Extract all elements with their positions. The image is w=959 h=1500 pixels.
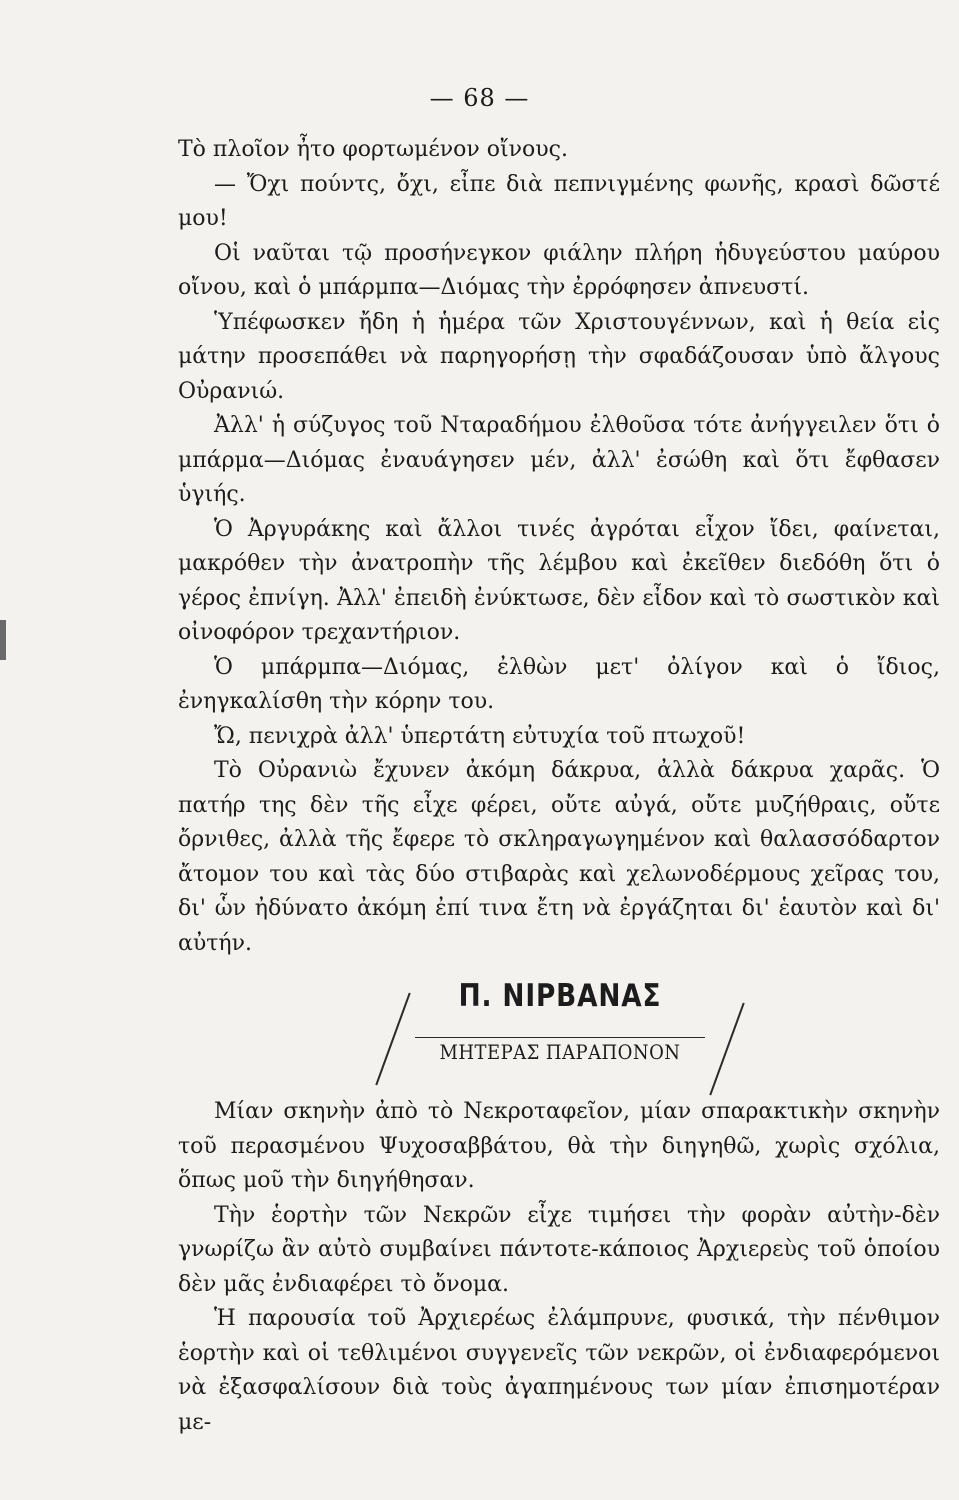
paragraph: Μίαν σκηνὴν ἀπὸ τὸ Νεκροταφεῖον, μίαν σπαρακτικὴν σκηνὴν τοῦ περασμένου Ψυχοσαββάτου, θὰ τὴν διηγηθῶ, χωρὶς σχόλια, ὅπως μοῦ τὴν διηγήθησαν. [178,1099,940,1193]
paragraph: — Ὄχι πούντς, ὄχι, εἶπε διὰ πεπνιγμένης φωνῆς, κρασὶ δῶστέ μου! [178,171,940,231]
story-text-bottom [178,1095,940,1440]
author-name: Π. ΝΙΡΒΑΝΑΣ [458,978,662,1014]
article-title: ΜΗΤΕΡΑΣ ΠΑΡΑΠΟΝΟΝ [439,1040,681,1064]
paragraph: Ἡ παρουσία τοῦ Ἀρχιερέως ἐλάμπρυνε, φυσικά, τὴν πένθιμον ἑορτὴν καὶ οἱ τεθλιμένοι συγγενεῖς τῶν νεκρῶν, οἱ ἐνδιαφερόμενοι νὰ ἐξασφαλίσουν διὰ τοὺς ἀγαπημένους των μίαν ἐπισημοτέραν με- [178,1306,940,1435]
binding-mark [0,620,6,660]
paragraph: Ὁ Ἀργυράκης καὶ ἄλλοι τινές ἀγρόται εἶχον ἴδει, φαίνεται, μακρόθεν τὴν ἀνατροπὴν τῆς λέμβου καὶ ἐκεῖθεν διεδόθη ὅτι ὁ γέρος ἐπνίγη. Ἀλλ' ἐπειδὴ ἐνύκτωσε, δὲν εἶδον καὶ τὸ σωστικὸν καὶ οἰνοφόρον τρεχαντήριον. [178,516,940,645]
paragraph: Οἱ ναῦται τῷ προσήνεγκον φιάλην πλήρη ἡδυγεύστου μαύρου οἴνου, καὶ ὁ μπάρμπα—Διόμας τὴν ἐρρόφησεν ἀπνευστί. [178,240,940,300]
paragraph: Ὑπέφωσκεν ἤδη ἡ ἡμέρα τῶν Χριστουγέννων, καὶ ἡ θεία εἰς μάτην προσεπάθει νὰ παρηγορήσῃ τὴν σφαδάζουσαν ὑπὸ ἄλγους Οὐρανιώ. [178,309,940,404]
page-number: — 68 — [429,84,530,112]
paragraph: Τὸ πλοῖον ἦτο φορτωμένον οἴνους. [178,137,568,162]
article-heading [380,978,740,1078]
paragraph: Τὴν ἑορτὴν τῶν Νεκρῶν εἶχε τιμήσει τὴν φορὰν αὐτὴν-δὲν γνωρίζω ἂν αὐτὸ συμβαίνει πάντοτε-κάποιος Ἀρχιερεὺς τοῦ ὁποίου δὲν μᾶς ἐνδιαφέρει τὸ ὄνομα. [178,1202,940,1297]
heading-rule [415,1037,705,1038]
paragraph: Τὸ Οὐρανιὼ ἔχυνεν ἀκόμη δάκρυα, ἀλλὰ δάκρυα χαρᾶς. Ὁ πατήρ της δὲν τῆς εἶχε φέρει, οὔτε αὐγά, οὔτε μυζήθραις, οὔτε ὄρνιθες, ἀλλὰ τῆς ἔφερε τὸ σκληραγωγημένον καὶ θαλασσόδαρτον ἄτομον του καὶ τὰς δύο στιβαρὰς καὶ χελωνοδέρμους χεῖρας του, δι' ὧν ἠδύνατο ἀκόμη ἐπί τινα ἔτη νὰ ἐργάζηται δι' ἑαυτὸν καὶ δι' αὐτήν. [178,758,940,956]
story-text-top [178,133,940,961]
paragraph: Ἀλλ' ἡ σύζυγος τοῦ Νταραδήμου ἐλθοῦσα τότε ἀνήγγειλεν ὅτι ὁ μπάρμα—Διόμας ἐναυάγησεν μέν, ἀλλ' ἐσώθη καὶ ὅτι ἔφθασεν ὑγιής. [178,413,940,507]
paragraph: Ὤ, πενιχρὰ ἀλλ' ὑπερτάτη εὐτυχία τοῦ πτωχοῦ! [214,723,746,749]
paragraph: Ὁ μπάρμπα—Διόμας, ἐλθὼν μετ' ὀλίγον καὶ ὁ ἴδιος, ἐνηγκαλίσθη τὴν κόρην του. [178,654,940,714]
